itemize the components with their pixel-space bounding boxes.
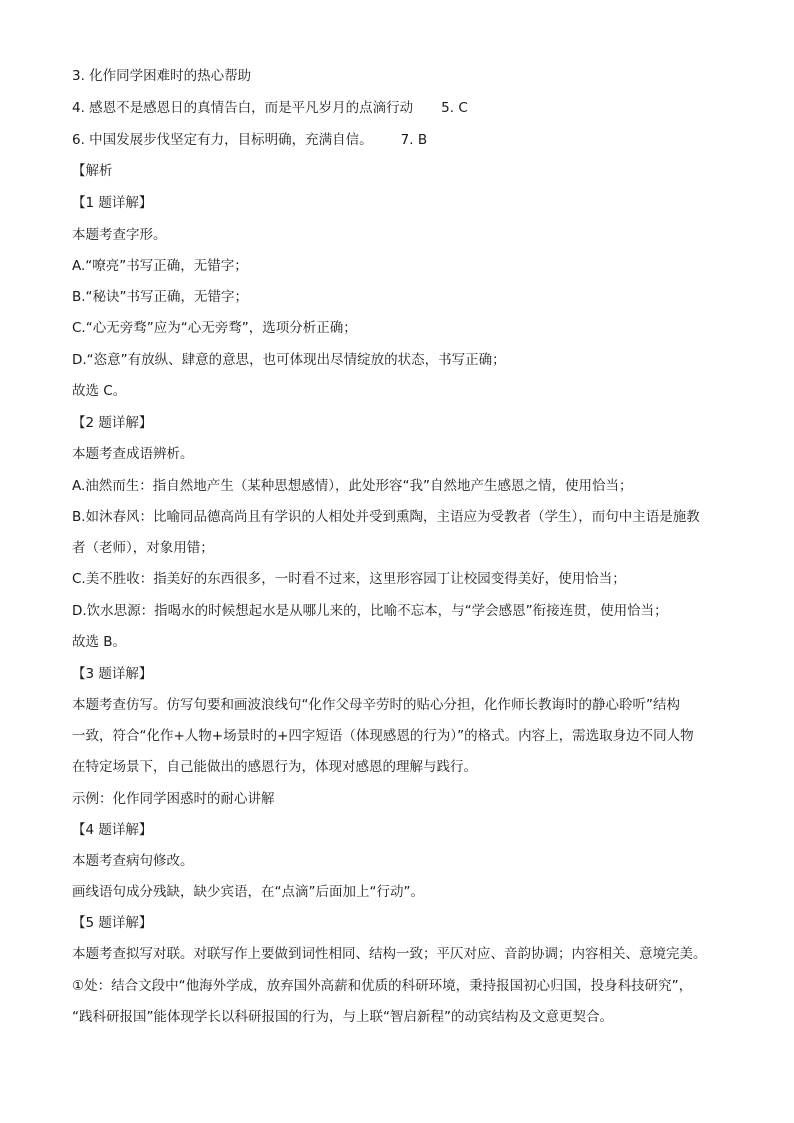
q5-point-1: ①处：结合文段中“他海外学成，放弃国外高薪和优质的科研环境，秉持报国初心归国，投身科技研究”， — [72, 978, 693, 994]
q2-option-a: A.油然而生：指自然地产生（某种思想感情），此处形容“我”自然地产生感恩之情，使用恰当； — [72, 478, 633, 494]
q3-example: 示例：化作同学困惑时的耐心讲解 — [72, 791, 275, 807]
q5-intro: 本题考查拟写对联。对联写作上要做到词性相同、结构一致；平仄对应、音韵协调；内容相关、意境完美。 — [72, 946, 707, 962]
q3-heading: 【3 题详解】 — [72, 666, 153, 682]
q3-para-1: 本题考查仿写。仿写句要和画波浪线句“化作父母辛劳时的贴心分担，化作师长教诲时的静心聆听”结构 — [72, 697, 680, 713]
analysis-heading: 【解析 — [72, 163, 113, 179]
q1-option-d: D.“恣意”有放纵、肆意的意思，也可体现出尽情绽放的状态，书写正确； — [72, 352, 506, 368]
q5-point-1-cont: “践科研报国”能体现学长以科研报国的行为，与上联“智启新程”的动宾结构及文意更契合。 — [72, 1009, 613, 1025]
q1-option-a: A.“嘹亮”书写正确，无错字； — [72, 258, 248, 274]
answer-6-7: 6. 中国发展步伐坚定有力，目标明确，充满自信。 7. B — [72, 132, 428, 148]
answer-4-5: 4. 感恩不是感恩日的真情告白，而是平凡岁月的点滴行动 5. C — [72, 100, 468, 116]
q3-para-2: 一致，符合“化作+人物+场景时的+四字短语（体现感恩的行为）”的格式。内容上，需选取身边不同人物 — [72, 728, 694, 744]
q2-heading: 【2 题详解】 — [72, 415, 153, 431]
q1-intro: 本题考查字形。 — [72, 227, 167, 243]
q2-option-c: C.美不胜收：指美好的东西很多，一时看不过来，这里形容园丁让校园变得美好，使用恰当； — [72, 571, 626, 587]
q2-intro: 本题考查成语辨析。 — [72, 446, 194, 462]
q1-answer: 故选 C。 — [72, 383, 127, 399]
q1-heading: 【1 题详解】 — [72, 195, 153, 211]
q5-heading: 【5 题详解】 — [72, 915, 153, 931]
answer-3: 3. 化作同学困难时的热心帮助 — [72, 68, 252, 84]
q4-intro: 本题考查病句修改。 — [72, 853, 194, 869]
q2-option-b-cont: 者（老师），对象用错； — [72, 540, 214, 556]
q2-option-d: D.饮水思源：指喝水的时候想起水是从哪儿来的，比喻不忘本，与“学会感恩”衔接连贯，使用恰当； — [72, 603, 668, 619]
q2-answer: 故选 B。 — [72, 634, 127, 650]
q4-heading: 【4 题详解】 — [72, 822, 153, 838]
q3-para-3: 在特定场景下，自己能做出的感恩行为，体现对感恩的理解与践行。 — [72, 759, 477, 775]
q1-option-c: C.“心无旁骛”应为“心无旁骛”，选项分析正确； — [72, 320, 357, 336]
q4-answer: 画线语句成分残缺，缺少宾语，在“点滴”后面加上“行动”。 — [72, 884, 424, 900]
q1-option-b: B.“秘诀”书写正确，无错字； — [72, 289, 249, 305]
q2-option-b: B.如沐春风：比喻同品德高尚且有学识的人相处并受到熏陶，主语应为受教者（学生），而句中主语是施教 — [72, 509, 700, 525]
